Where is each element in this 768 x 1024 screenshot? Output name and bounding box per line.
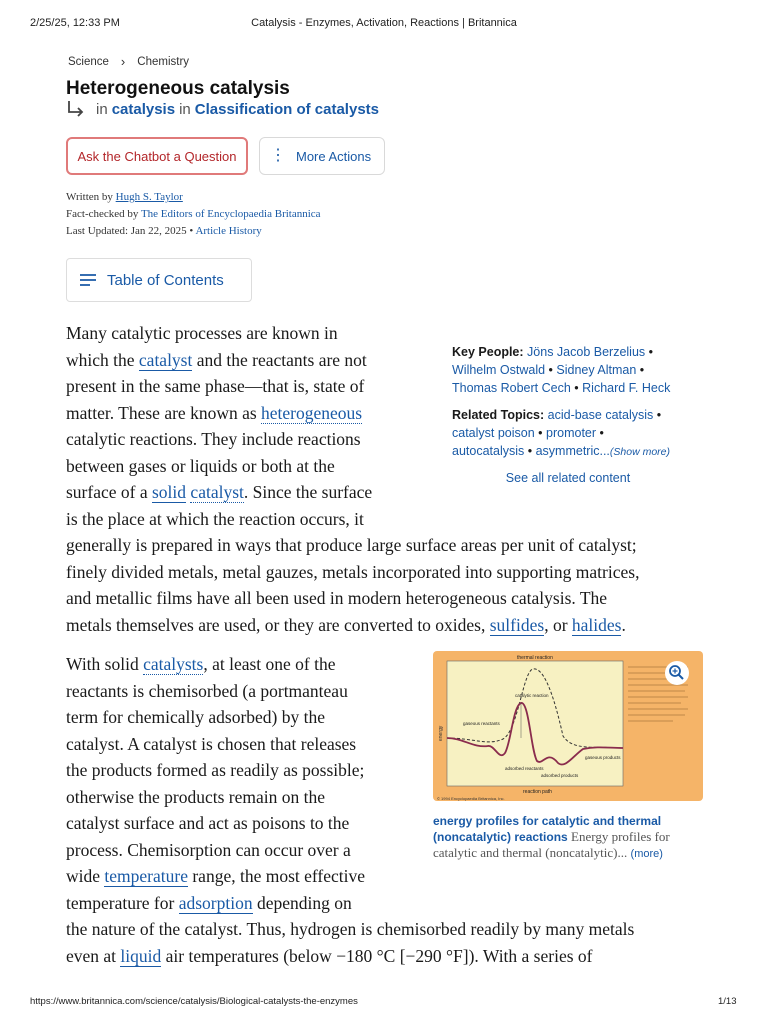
axis-label-energy: energy <box>438 725 444 741</box>
text-line: surface of a solid catalyst. Since the surface <box>66 482 373 502</box>
breadcrumb-science[interactable]: Science <box>68 55 109 68</box>
breadcrumb <box>68 54 189 69</box>
related-topics-label: Related Topics: <box>452 408 545 422</box>
text-line: catalyst. A catalyst is chosen that releases <box>66 733 357 754</box>
text-line: reactants is chemisorbed (a portmanteau <box>66 680 348 701</box>
person-link[interactable]: Sidney Altman <box>556 363 637 377</box>
person-link[interactable]: Thomas Robert Cech <box>452 381 571 395</box>
inline-link[interactable]: halides <box>571 614 622 635</box>
article-history-link[interactable]: Article History <box>195 225 262 237</box>
label-reaction-path: reaction path <box>523 789 552 795</box>
label-adsorbed-products: adsorbed products <box>541 773 579 778</box>
key-people: Key People: Jöns Jacob Berzelius • Wilhelm Ostwald • Sidney Altman • Thomas Robert Cech • Richard F. Heck <box>452 345 671 395</box>
link-classification[interactable]: Classification of catalysts <box>194 100 379 118</box>
topic-link[interactable]: acid-base catalysis <box>547 408 654 422</box>
inline-link[interactable]: heterogeneous <box>261 402 363 423</box>
section-path <box>66 100 379 118</box>
label-gaseous-products: gaseous products <box>585 755 621 760</box>
print-url: https://www.britannica.com/science/catalysis/Biological-catalysts-the-enzymes <box>30 996 358 1007</box>
text-line: With solid catalysts, at least one of the <box>66 654 336 674</box>
ask-chatbot-button[interactable]: Ask the Chatbot a Question <box>66 137 248 175</box>
see-all-related-link[interactable]: See all related content <box>505 471 631 485</box>
text-line: otherwise the products remain on the <box>66 786 326 807</box>
link-catalysis[interactable]: catalysis <box>111 100 176 118</box>
toc-label: Table of Contents <box>107 271 224 289</box>
table-of-contents-button[interactable] <box>66 258 252 302</box>
text-line: the products formed as readily as possible; <box>66 760 365 780</box>
breadcrumb-chemistry[interactable]: Chemistry <box>137 55 190 68</box>
in-label-1: in <box>96 100 108 118</box>
text-line: present in the same phase—that is, state of <box>66 376 365 396</box>
more-actions-button[interactable] <box>259 137 385 175</box>
label-catalytic: catalytic reaction <box>515 693 549 698</box>
inline-link[interactable]: sulfides <box>489 614 545 635</box>
list-icon <box>79 273 97 287</box>
text-line: process. Chemisorption can occur over a <box>66 839 351 860</box>
topic-link[interactable]: catalyst poison <box>452 426 535 440</box>
more-actions-label: More Actions <box>296 148 372 164</box>
last-updated <box>66 225 262 237</box>
related-topics: Related Topics: acid-base catalysis • catalyst poison • promoter • autocatalysis • asymmetric...(Show more) <box>452 408 671 458</box>
print-page-title: Catalysis - Enzymes, Activation, Reactions | Britannica <box>251 17 517 29</box>
label-adsorbed-reactants: adsorbed reactants <box>505 766 544 771</box>
inline-link[interactable]: temperature <box>104 866 188 886</box>
inline-link[interactable]: adsorption <box>178 892 253 913</box>
fact-checked-by <box>66 208 321 220</box>
figure-copyright: © 1994 Encyclopaedia Britannica, Inc. <box>437 796 505 801</box>
caption-text: Energy profiles for catalytic and thermal (noncatalytic)... <box>433 829 670 860</box>
fact-checker-link[interactable]: The Editors of Encyclopaedia Britannica <box>140 208 321 220</box>
inline-link[interactable]: liquid <box>120 945 162 966</box>
text-line: temperature for adsorption depending on <box>66 892 352 913</box>
written-by <box>66 191 183 203</box>
zoom-icon[interactable] <box>665 661 689 685</box>
person-link[interactable]: Jöns Jacob Berzelius <box>527 345 646 359</box>
energy-profile-figure[interactable] <box>433 651 703 801</box>
inline-link[interactable]: solid <box>152 482 187 502</box>
topic-link[interactable]: autocatalysis <box>452 444 525 458</box>
text-line: term for chemically adsorbed) by the <box>66 707 325 727</box>
text-line: wide temperature range, the most effective <box>66 866 366 886</box>
person-link[interactable]: Richard F. Heck <box>582 381 671 395</box>
page-title: Heterogeneous catalysis <box>66 78 290 99</box>
inline-link[interactable]: catalysts <box>143 654 204 674</box>
label-thermal: thermal reaction <box>517 655 553 661</box>
written-by-label: Written by <box>66 191 113 203</box>
caption-more-link[interactable]: (more) <box>630 848 663 860</box>
vertical-dots-icon: ⋮ <box>270 147 286 164</box>
topic-link[interactable]: asymmetric... <box>535 444 610 458</box>
person-link[interactable]: Wilhelm Ostwald <box>452 363 546 377</box>
return-arrow-icon <box>66 100 86 118</box>
text-line: Many catalytic processes are known in <box>66 323 338 343</box>
text-line: finely divided metals, metal gauzes, metals incorporated into supporting matrices, <box>66 561 640 582</box>
label-gaseous-reactants: gaseous reactants <box>463 721 500 726</box>
text-line: and metallic films have all been used in modern heterogeneous catalysis. The <box>66 588 608 608</box>
inline-link[interactable]: catalyst <box>138 349 193 370</box>
text-line: even at liquid air temperatures (below −180 °C [−290 °F]). With a series of <box>66 945 593 966</box>
text-line: is the place at which the reaction occurs, it <box>66 508 364 529</box>
print-page-count: 1/13 <box>718 996 737 1007</box>
energy-profile-diagram <box>433 651 703 801</box>
figure-caption <box>433 814 708 862</box>
text-line: catalytic reactions. They include reactions <box>66 429 361 449</box>
inline-link[interactable]: catalyst <box>190 482 244 502</box>
text-line: which the catalyst and the reactants are not <box>66 349 367 370</box>
fact-checked-label: Fact-checked by <box>66 208 139 220</box>
print-timestamp: 2/25/25, 12:33 PM <box>30 17 120 29</box>
text-line: generally is prepared in ways that produce large surface areas per unit of catalyst; <box>66 535 637 555</box>
updated-text: Last Updated: Jan 22, 2025 • <box>66 225 194 237</box>
in-label-2: in <box>179 100 191 118</box>
text-line: matter. These are known as heterogeneous <box>66 402 363 423</box>
chevron-right-icon: › <box>120 54 126 69</box>
text-line: catalyst surface and act as poisons to the <box>66 813 350 833</box>
key-people-label: Key People: <box>452 345 524 359</box>
caption-title[interactable]: energy profiles for catalytic and thermal (noncatalytic) reactions <box>433 814 662 844</box>
author-link[interactable]: Hugh S. Taylor <box>115 191 183 203</box>
text-line: between gases or liquids or both at the <box>66 455 335 476</box>
show-more-link[interactable]: (Show more) <box>609 446 671 458</box>
text-line: metals themselves are used, or they are converted to oxides, sulfides, or halides. <box>66 614 626 635</box>
topic-link[interactable]: promoter <box>546 426 597 440</box>
text-line: the nature of the catalyst. Thus, hydrogen is chemisorbed readily by many metals <box>66 919 635 939</box>
